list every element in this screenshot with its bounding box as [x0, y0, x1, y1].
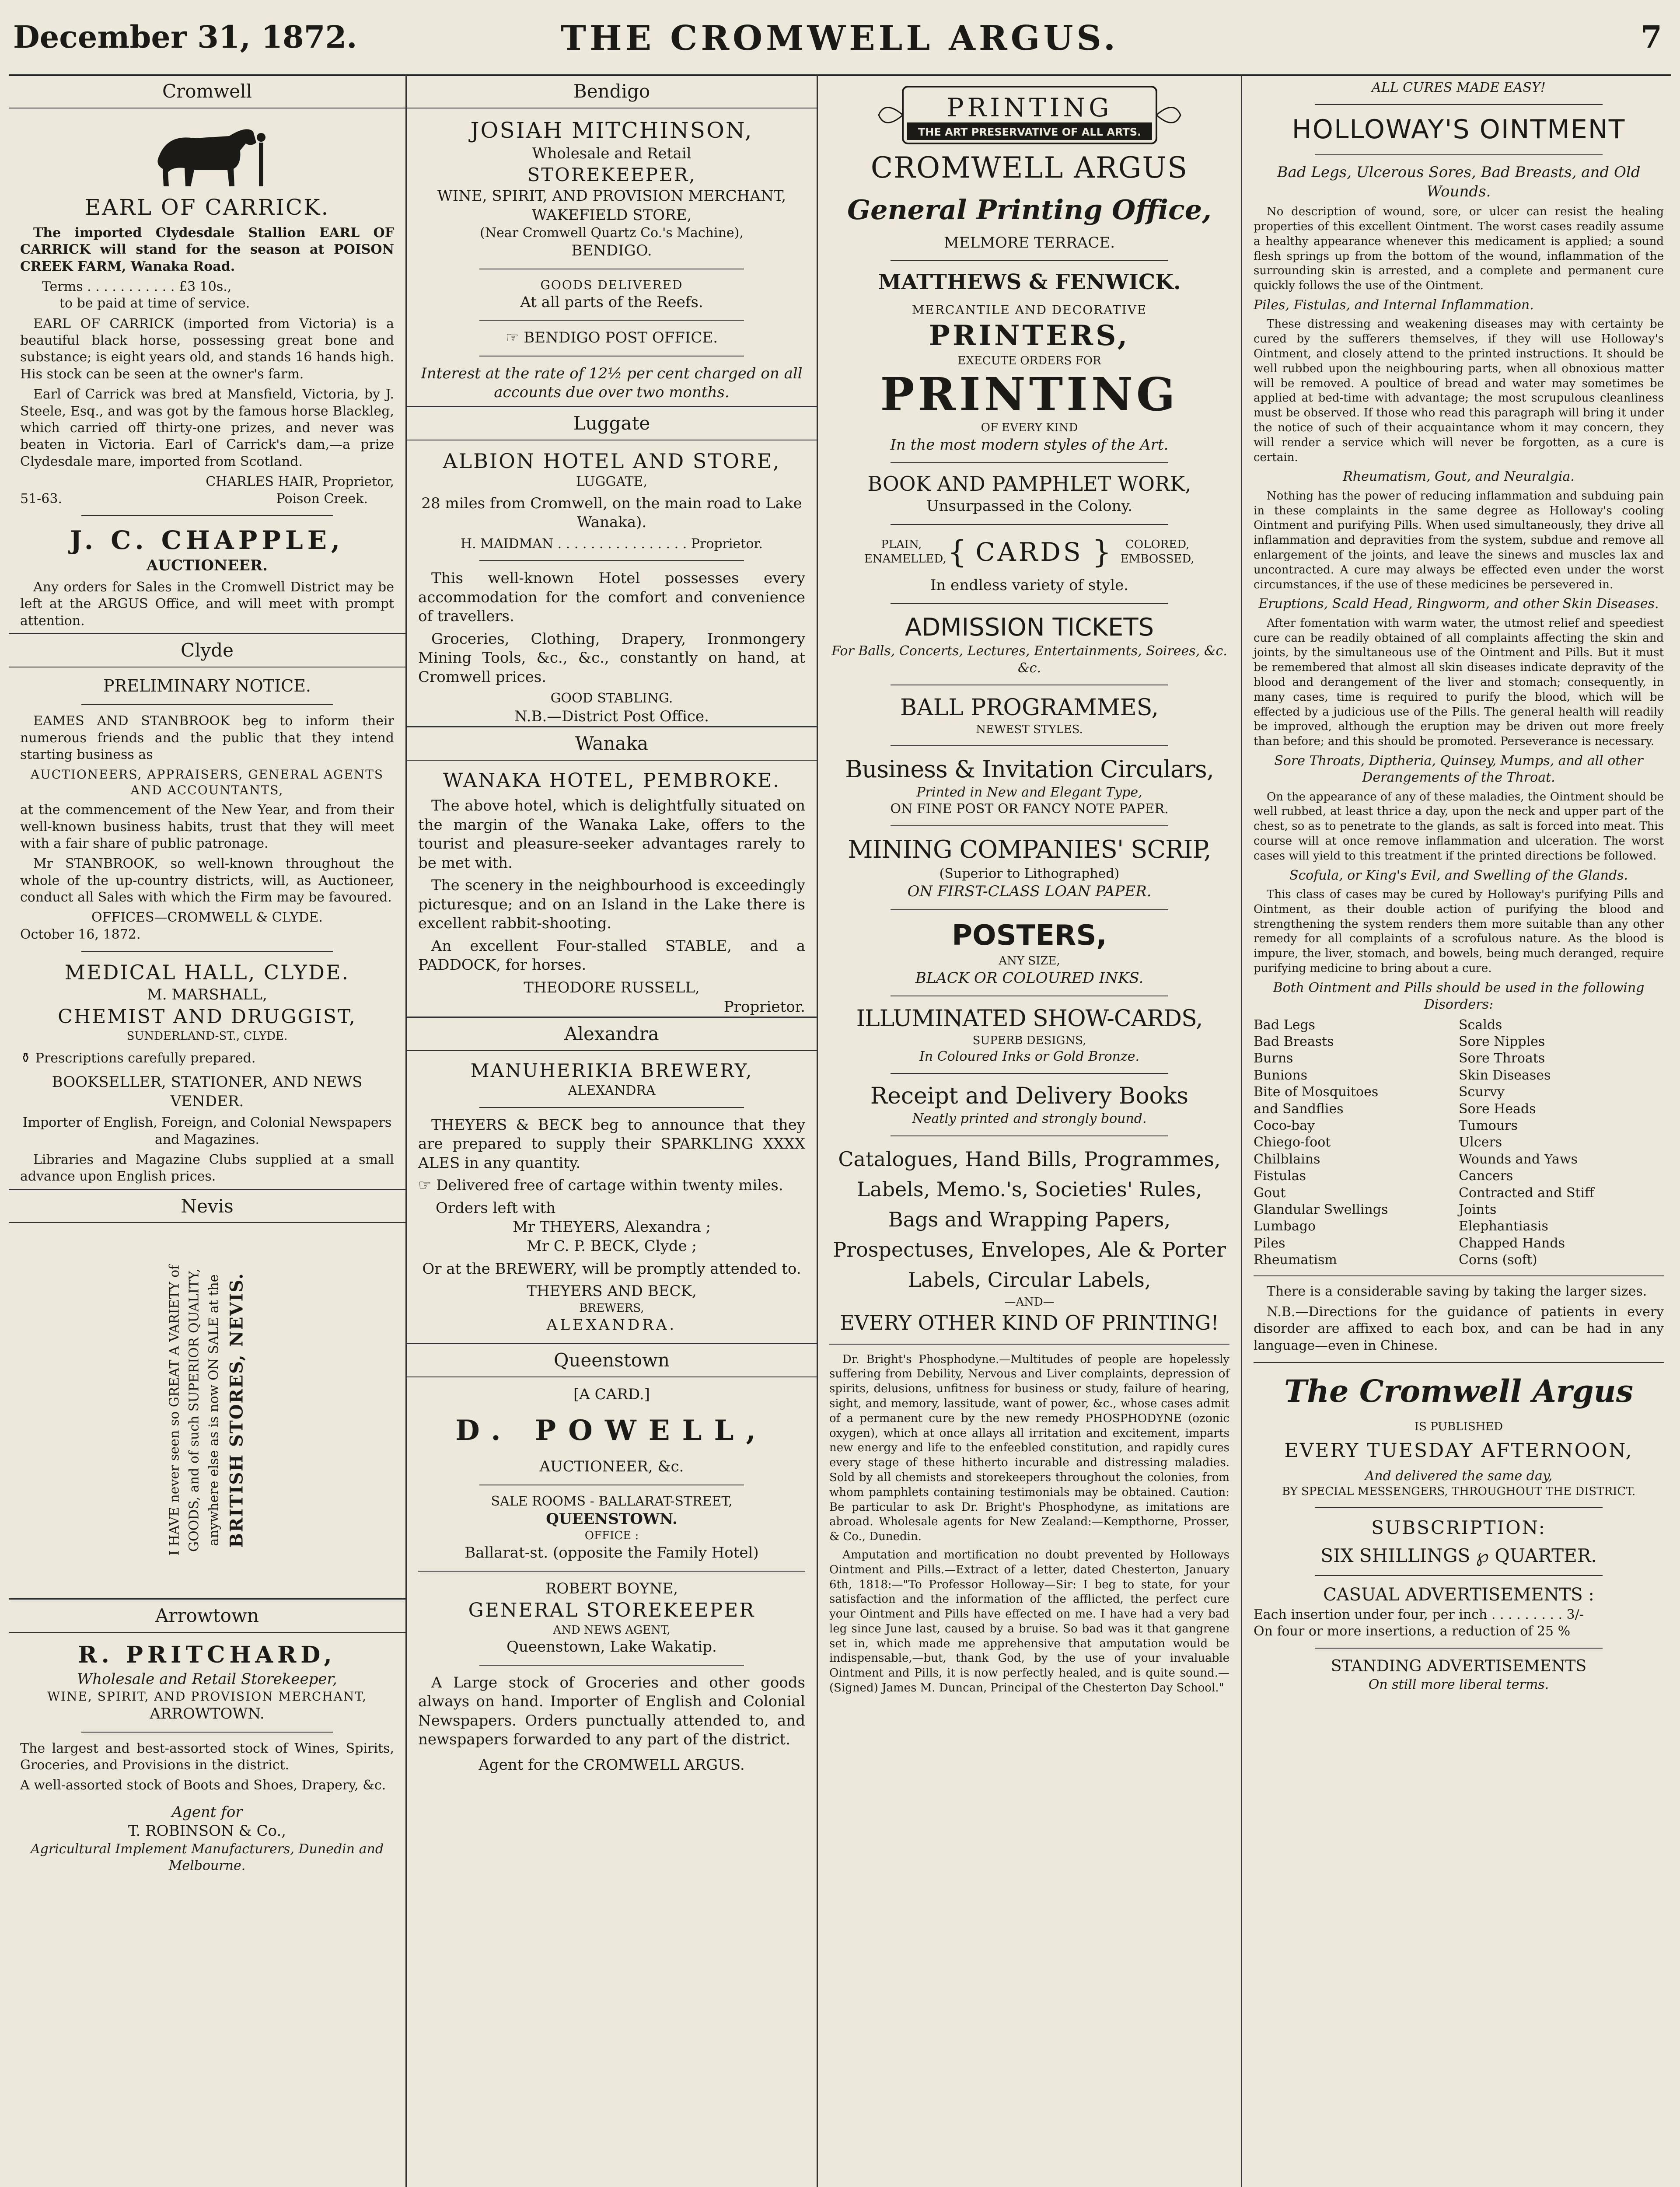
ad-text: Any orders for Sales in the Cromwell District may be left at the ARGUS Office, and will meet with prompt attention.	[20, 579, 394, 629]
ad-title: R. PRITCHARD,	[78, 1642, 336, 1669]
ad-text: ALL CURES MADE EASY!	[1372, 80, 1546, 95]
section-heading: Alexandra	[407, 1017, 817, 1051]
disorder-item: Wounds and Yaws	[1459, 1151, 1578, 1167]
disorder-item: Sore Nipples	[1459, 1034, 1545, 1049]
ad-text: And delivered the same day,	[1365, 1468, 1553, 1484]
column-4	[1242, 75, 1675, 2187]
ad-text: These distressing and weakening diseases may with certainty be cured by the sufferers themselves, if they will use Holloway's Ointment, and closely attend to the printed instructions. It should be well rubbed upon the neighbouring parts, when all obnoxious matter will be removed. A poultice of bread and water may sometimes be applied at bed-time with advantage; the most scrupulous cleanliness must be observed. If those who read this paragraph will bring it under the notice of such of their acquaintance whom it may concern, they will render a service which will never be forgotten, as a cure is certain.	[1254, 318, 1664, 464]
disorder-item: Scalds	[1459, 1017, 1502, 1033]
ad-text: ROBERT BOYNE,	[545, 1579, 678, 1597]
ad-subtitle: AUCTIONEER.	[147, 557, 268, 575]
ad-text: Catalogues, Hand Bills, Programmes, Labels, Memo.'s, Societies' Rules, Bags and Wrapping Papers, Prospectuses, Envelopes, Ale & Porter Labels, Circular Labels,	[833, 1147, 1226, 1292]
ad-title: J. C. CHAPPLE,	[70, 525, 345, 555]
ad-text: AUCTIONEERS, APPRAISERS, GENERAL AGENTS AND ACCOUNTANTS,	[30, 767, 384, 798]
ad-title: CROMWELL ARGUS	[870, 151, 1188, 185]
ad-text: WINE, SPIRIT, AND PROVISION MERCHANT,	[437, 187, 786, 205]
ad-text: Agricultural Implement Manufacturers, Dunedin and Melbourne.	[30, 1841, 384, 1874]
ad-title: BRITISH STORES, NEVIS.	[226, 1272, 247, 1548]
ad-text: PLAIN, ENAMELLED,	[864, 538, 947, 566]
ad-title: HOLLOWAY'S OINTMENT	[1292, 114, 1626, 145]
ad-number: 51-63.	[20, 491, 63, 507]
disorder-item: Chiego-foot	[1254, 1135, 1331, 1150]
disorder-item: Fistulas	[1254, 1168, 1306, 1184]
ad-text: I HAVE never seen so GREAT A VARIETY of GOODS, and of such SUPERIOR QUALITY, anywhere else as is now ON SALE at the	[167, 1265, 221, 1556]
ad-text: Mr STANBROOK, so well-known throughout the whole of the up-country districts, will, as Auctioneer, conduct all Sales with which the Firm may be favoured.	[20, 856, 394, 905]
ad-text: at the commencement of the New Year, and from their well-known business habits, trust that they will meet with a fair share of public patronage.	[20, 802, 394, 851]
ad-text: STANDING ADVERTISEMENTS	[1331, 1657, 1587, 1676]
ad-text: Terms . . . . . . . . . . . £3 10s.,	[42, 279, 232, 294]
disorder-item: Bite of Mosquitoes	[1254, 1084, 1379, 1100]
ad-title: POSTERS,	[952, 919, 1107, 952]
ad-text: ALEXANDRA.	[546, 1316, 677, 1334]
ad-text: Or at the BREWERY, will be promptly attended to.	[422, 1260, 801, 1278]
ad-text: GOOD STABLING.	[550, 691, 673, 706]
disorder-item: Chapped Hands	[1459, 1235, 1565, 1251]
ad-text: AND NEWS AGENT,	[553, 1623, 671, 1637]
ad-text: Libraries and Magazine Clubs supplied at a small advance upon English prices.	[20, 1152, 394, 1184]
ad-text: BENDIGO POST OFFICE.	[524, 329, 718, 347]
disorder-item: Ulcers	[1459, 1135, 1502, 1150]
ad-signature: THEODORE RUSSELL,	[524, 978, 700, 996]
ad-text: SIX SHILLINGS ℘ QUARTER.	[1320, 1544, 1597, 1566]
ad-text: SUPERB DESIGNS,	[972, 1034, 1086, 1047]
ad-title: The Cromwell Argus	[1284, 1373, 1634, 1410]
ad-text: Mr THEYERS, Alexandra ;	[512, 1218, 711, 1236]
ad-text: ON FINE POST OR FANCY NOTE PAPER.	[890, 801, 1169, 817]
newspaper-title: THE CROMWELL ARGUS.	[560, 18, 1119, 58]
ad-title: ADMISSION TICKETS	[905, 613, 1154, 642]
ad-signature: CHARLES HAIR, Proprietor,	[206, 474, 394, 490]
ad-text: Prescriptions carefully prepared.	[35, 1050, 256, 1066]
disorder-item: Joints	[1459, 1202, 1497, 1217]
ad-text: EXECUTE ORDERS FOR	[957, 354, 1101, 367]
ad-title: PRINTERS,	[929, 319, 1130, 352]
ad-text: ALEXANDRA	[568, 1083, 656, 1098]
disorder-item: Contracted and Stiff	[1459, 1185, 1594, 1201]
disorder-item: Bunions	[1254, 1067, 1308, 1083]
ad-text: EARL OF CARRICK (imported from Victoria) is a beautiful black horse, possessing great bone and substance; is eight years old, and stands 16 hands high. His stock can be seen at the owner's farm.	[20, 316, 394, 382]
ad-text: THEYERS & BECK beg to announce that they are prepared to supply their SPARKLING XXXX ALES in any quantity.	[418, 1116, 805, 1172]
ad-text: Orders left with	[436, 1199, 556, 1217]
disorder-item: Bad Legs	[1254, 1017, 1315, 1033]
ad-subhead: Piles, Fistulas, and Internal Inflammation.	[1254, 297, 1534, 313]
disorder-item: Elephantiasis	[1459, 1219, 1548, 1234]
ad-text: Each insertion under four, per inch . . . . . . . . . 3/-	[1254, 1607, 1584, 1622]
disorder-item: Sore Heads	[1459, 1101, 1536, 1117]
ad-text: Unsurpassed in the Colony.	[926, 497, 1133, 515]
disorder-item: Rheumatism	[1254, 1252, 1337, 1268]
ad-text: MERCANTILE AND DECORATIVE	[912, 302, 1147, 317]
section-heading: Luggate	[407, 406, 817, 440]
ad-text: BOOKSELLER, STATIONER, AND NEWS VENDER.	[52, 1073, 363, 1110]
disorder-item: and Sandflies	[1254, 1101, 1344, 1117]
ad-text: This well-known Hotel possesses every accommodation for the comfort and convenience of travellers.	[418, 569, 805, 625]
disorder-item: Lumbago	[1254, 1219, 1316, 1234]
ad-title: Business & Invitation Circulars,	[845, 755, 1214, 783]
ad-text: LUGGATE,	[576, 474, 647, 490]
ad-text: Amputation and mortification no doubt prevented by Holloways Ointment and Pills.—Extract of a letter, dated Chesterton, January 6th, 1818:—"To Professor Holloway—Sir: I beg to state, for your satisfaction and the information of the afflicted, the perfect cure your Ointment and Pills have effected on me. I have had a very bad leg since June last, caused by a bruise. So bad was it that gangrene set in, which made me apprehensive that amputation would be indispensable,—but, thank God, by the use of your invaluable Ointment and Pills, it is now perfectly healed, and is quite sound.—(Signed) James M. Duncan, Principal of the Chesterton Day School."	[829, 1548, 1229, 1695]
ad-text: BREWERS,	[579, 1301, 644, 1315]
ad-text: Ballarat-st. (opposite the Family Hotel)	[465, 1544, 759, 1562]
column-3: PRINTING THE ART PRESERVATIVE OF ALL ARTS. CROMWELL ARGUS General Printing Office, MELMORE TERRACE. MATTHEWS & FENWICK. MERCANTILE AND DECORATIVE PRINTERS, EXECUTE ORDERS FOR PRINTING OF EVERY KIND In the most modern styles of the Art. BOOK AND PAMPHLET WORK, Unsurpassed in the Colony. PLAIN, ENAMELLED, { CARDS } COLORED, EMBOSSED, In endless variety of style. ADMISSION TICKETS For Balls, Concerts, Lectures, Entertainments, Soirees, &c. &c. BALL PROGRAMMES, NEWEST STYLES. Business & Invitation Circulars, Printed in New and Elegant Type, ON FINE POST OR FANCY NOTE PAPER. MINING COMPANIES' SCRIP, (Superior to Lithographed) ON FIRST-CLASS LOAN PAPER. POSTERS, ANY SIZE, BLACK OR COLOURED INKS. ILLUMINATED SHOW-CARDS, SUPERB DESIGNS, In Coloured Inks or Gold Bronze. Receipt and Delivery Books Neatly printed and strongly bound. Catalogues, Hand Bills, Programmes, Labels, Memo.'s, Societies' Rules, Bags and Wrapping Papers, Prospectuses, Envelopes, Ale & Porter Labels, Circular Labels, —AND— EVERY OTHER KIND OF PRINTING! Dr. Bright's Phosphodyne.—Multitudes of people are hopelessly suffering from Debility, Nervous and Liver complaints, depression of spirits, delusions, unfitness for business or study, failure of hearing, sight, and memory, lassitude, want of power, &c., whose cases admit of a permanent cure by the new remedy PHOSPHODYNE (ozonic oxygen), which at once allays all irritation and excitement, imparts new energy and life to the enfeebled constitution, and rapidly cures every stage of these hitherto incurable and distressing maladies. Sold by all chemists and storekeepers throughout the colonies, from whom pamphlets containing testimonials may be obtained. Caution: Be particular to ask Dr. Bright's Phosphodyne, as imitations are abroad. Wholesale agents for New Zealand:—Kempthorne, Prosser, & Co., Dunedin. Amputation and mortification no doubt prevented by Holloways Ointment and Pills.—Extract of a letter, dated Chesterton, January 6th, 1818:—"To Professor Holloway—Sir: I beg to state, for your satisfaction and the information of the afflicted, the perfect cure your Ointment and Pills have effected on me. I have had a very bad leg since June last, caused by a bruise. So bad was it that gangrene set in, which made me apprehensive that amputation would be indispensable,—but, thank God, by the use of your invaluable Ointment and Pills, it is now perfectly healed, and is quite sound.—(Signed) James M. Duncan, Principal of the Chesterton Day School."	[818, 75, 1242, 2187]
ad-text: BY SPECIAL MESSENGERS, THROUGHOUT THE DISTRICT.	[1282, 1485, 1636, 1499]
ad-text: The imported Clydesdale Stallion EARL OF CARRICK will stand for the season at POISON CREEK FARM, Wanaka Road.	[20, 225, 394, 274]
ad-text: For Balls, Concerts, Lectures, Entertainments, Soirees, &c. &c.	[831, 643, 1227, 676]
mortar-icon: ⚱	[20, 1050, 31, 1066]
disorder-item: Tumours	[1459, 1118, 1518, 1133]
ad-title: ALBION HOTEL AND STORE,	[443, 449, 781, 473]
ad-title: EVERY OTHER KIND OF PRINTING!	[840, 1310, 1219, 1335]
disorder-item: Corns (soft)	[1459, 1252, 1537, 1268]
ad-title: BALL PROGRAMMES,	[900, 695, 1159, 721]
ad-text: EAMES AND STANBROOK beg to inform their numerous friends and the public that they intend starting business as	[20, 713, 394, 763]
ad-text: Interest at the rate of 12½ per cent charged on all accounts due over two months.	[421, 364, 803, 402]
ad-text: In the most modern styles of the Art.	[890, 436, 1169, 454]
disorder-item: Cancers	[1459, 1168, 1513, 1184]
ad-text: This class of cases may be cured by Holloway's purifying Pills and Ointment, as their double action of purifying the blood and strengthening the system renders them more suitable than any other remedy for all complaints of a scrofulous nature. As the blood is impure, the liver, stomach, and bowels, being much deranged, require purifying medicine to bring about a cure.	[1254, 888, 1664, 975]
ad-text: At all parts of the Reefs.	[520, 293, 703, 311]
ad-title: BOOK AND PAMPHLET WORK,	[867, 472, 1191, 496]
masthead	[9, 0, 1671, 76]
ad-title: Receipt and Delivery Books	[870, 1083, 1189, 1109]
ad-text: Nothing has the power of reducing inflammation and subduing pain in these complaints in the same degree as Holloway's cooling Ointment and purifying Pills. When used simultaneously, they drive all inflammation and depravities from the system, subdue and remove all enlargement of the joints, and leave the sinews and muscles lax and uncontracted. A cure may always be effected even under the worst circumstances, if the use of these medicines be persevered in.	[1254, 489, 1664, 591]
ad-subhead: Scofula, or King's Evil, and Swelling of the Glands.	[1289, 867, 1628, 883]
ad-place: Poison Creek.	[276, 491, 368, 507]
ad-text: SALE ROOMS - BALLARAT-STREET,	[491, 1493, 733, 1509]
ad-text: H. MAIDMAN . . . . . . . . . . . . . . . . Proprietor.	[460, 536, 763, 552]
ad-text: On the appearance of any of these maladies, the Ointment should be well rubbed, at least thrice a day, upon the neck and upper part of the chest, so as to penetrate to the glands, as salt is forced into meat. This course will at once remove inflammation and ulceration. The worst cases will yield to this treatment if the printed directions be followed.	[1254, 790, 1664, 863]
section-heading: Queenstown	[407, 1343, 817, 1377]
ad-text: WAKEFIELD STORE,	[531, 206, 692, 224]
ad-text: Dr. Bright's Phosphodyne.—Multitudes of people are hopelessly suffering from Debility, Nervous and Liver complaints, depression of spirits, delusions, unfitness for business or study, failure of hearing, sight, and memory, lassitude, want of power, &c., whose cases admit of a permanent cure by the new remedy PHOSPHODYNE (ozonic oxygen), which at once allays all irritation and excitement, imparts new energy and life to the enfeebled constitution, and rapidly cures every stage of these hitherto incurable and distressing maladies. Sold by all chemists and storekeepers throughout the colonies, from whom pamphlets containing testimonials may be obtained. Caution: Be particular to ask Dr. Bright's Phosphodyne, as imitations are abroad. Wholesale agents for New Zealand:—Kempthorne, Prosser, & Co., Dunedin.	[829, 1352, 1229, 1544]
ad-title: CARDS	[975, 537, 1083, 567]
ad-text: IS PUBLISHED	[1414, 1420, 1503, 1433]
ad-text: The scenery in the neighbourhood is exceedingly picturesque; and on an Island in the Lake there is excellent rabbit-shooting.	[418, 877, 805, 933]
ad-text: A well-assorted stock of Boots and Shoes, Drapery, &c.	[20, 1778, 386, 1793]
printing-banner-ornament	[877, 82, 1183, 148]
issue-date: December 31, 1872.	[13, 19, 357, 55]
ad-title: D. POWELL,	[455, 1414, 768, 1447]
ad-text: Agent for the CROMWELL ARGUS.	[479, 1756, 745, 1774]
ad-text: N.B.—District Post Office.	[514, 707, 709, 725]
disorder-item: Gout	[1254, 1185, 1286, 1201]
ad-text: Wholesale and Retail	[532, 144, 692, 162]
ad-text: to be paid at time of service.	[59, 296, 250, 311]
pointing-hand-icon: ☞	[418, 1177, 432, 1195]
ad-text: 28 miles from Cromwell, on the main road to Lake Wanaka).	[421, 494, 802, 531]
ad-date: October 16, 1872.	[20, 926, 141, 942]
ad-title: JOSIAH MITCHINSON,	[470, 117, 753, 143]
horse-icon	[142, 116, 273, 191]
disorder-item: Scurvy	[1459, 1084, 1505, 1100]
printing-banner-motto: THE ART PRESERVATIVE OF ALL ARTS.	[918, 126, 1141, 138]
disorder-item: Chilblains	[1254, 1151, 1320, 1167]
ad-text: CHEMIST AND DRUGGIST,	[58, 1005, 356, 1028]
printing-banner-title: PRINTING	[946, 93, 1113, 122]
ad-subhead: Rheumatism, Gout, and Neuralgia.	[1343, 469, 1575, 485]
ad-text: The above hotel, which is delightfully situated on the margin of the Wanaka Lake, offers to the tourist and pleasure-seeker advantages rarely to be met with.	[418, 797, 805, 872]
ad-text: OFFICE :	[584, 1529, 639, 1543]
ad-text: Delivered free of cartage within twenty miles.	[436, 1177, 783, 1195]
ad-text: WINE, SPIRIT, AND PROVISION MERCHANT,	[47, 1689, 367, 1704]
ad-text: (Superior to Lithographed)	[939, 866, 1120, 882]
ad-text: GOODS DELIVERED	[540, 277, 683, 292]
ad-text: No description of wound, sore, or ulcer can resist the healing properties of this excellent Ointment. The worst cases readily assume a healthy appearance whenever this medicament is applied; a sound flesh springs up from the bottom of the wound, inflammation of the surrounding skin is arrested, and a complete and permanent cure quickly follows the use of the Ointment.	[1254, 205, 1664, 293]
ad-text: On four or more insertions, a reduction of 25 %	[1254, 1624, 1571, 1639]
disorder-item: Burns	[1254, 1051, 1293, 1066]
ad-text: ARROWTOWN.	[150, 1705, 265, 1723]
section-heading: Arrowtown	[9, 1598, 405, 1633]
ad-title: MATTHEWS & FENWICK.	[878, 270, 1181, 295]
ad-text: STOREKEEPER,	[527, 164, 696, 186]
ad-text: QUEENSTOWN.	[546, 1510, 678, 1528]
ad-text: T. ROBINSON & Co.,	[128, 1822, 286, 1840]
ad-text: Mr C. P. BECK, Clyde ;	[527, 1237, 697, 1255]
ad-text: —AND—	[1004, 1295, 1055, 1309]
ad-text: After fomentation with warm water, the utmost relief and speediest cure can be readily obtained of all complaints affecting the skin and joints, by the simultaneous use of the Ointment and Pills. But it must be remembered that almost all skin diseases indicate depravity of the blood and derangement of the liver and stomach; consequently, in many cases, time is required to purify the blood, which will be effected by a judicious use of the Pills. The general health will readily be improved, although the eruption may be driven out more freely than before; and this should be promoted. Perseverance is necessary.	[1254, 616, 1664, 748]
disorder-item: Coco-bay	[1254, 1118, 1315, 1133]
ad-text: COLORED, EMBOSSED,	[1120, 538, 1195, 566]
ad-text: Neatly printed and strongly bound.	[912, 1111, 1147, 1127]
ad-text: A Large stock of Groceries and other goods always on hand. Importer of English and Colonial Newspapers. Orders punctually attended to, and newspapers forwarded to any part of the district.	[418, 1673, 805, 1749]
ad-signature: Proprietor.	[723, 998, 805, 1016]
column-2	[407, 75, 818, 2187]
column-1	[9, 75, 407, 2187]
ad-text: ON FIRST-CLASS LOAN PAPER.	[907, 883, 1152, 901]
ad-text: In Coloured Inks or Gold Bronze.	[919, 1048, 1139, 1064]
ad-text: On still more liberal terms.	[1368, 1677, 1549, 1693]
ad-text: There is a considerable saving by taking the larger sizes.	[1267, 1284, 1647, 1300]
ad-title: PRELIMINARY NOTICE.	[103, 676, 311, 695]
ad-text: ANY SIZE,	[999, 954, 1060, 968]
ad-subhead: Both Ointment and Pills should be used in the following Disorders:	[1273, 980, 1645, 1013]
ad-subtitle: Wholesale and Retail Storekeeper,	[77, 1670, 337, 1688]
ad-subtitle: AUCTIONEER, &c.	[539, 1458, 684, 1476]
ad-text: BLACK OR COLOURED INKS.	[915, 969, 1144, 987]
disorder-item: Sore Throats	[1459, 1051, 1545, 1066]
ad-subhead: Eruptions, Scald Head, Ringworm, and other Skin Diseases.	[1258, 596, 1659, 612]
section-heading: Wanaka	[407, 726, 817, 761]
section-heading: Cromwell	[9, 75, 405, 108]
pointing-hand-icon: ☞	[505, 329, 519, 347]
ad-text: CASUAL ADVERTISEMENTS :	[1323, 1585, 1594, 1605]
ad-text: BENDIGO.	[571, 242, 652, 260]
ad-text: Groceries, Clothing, Drapery, Ironmongery Mining Tools, &c., &c., constantly on hand, at Cromwell prices.	[418, 630, 805, 686]
ad-text: Earl of Carrick was bred at Mansfield, Victoria, by J. Steele, Esq., and was got by the famous horse Blackleg, which carried off thirty-one prizes, and never was beaten in Victoria. Earl of Carrick's dam,—a prize Clydesdale mare, imported from Scotland.	[20, 387, 394, 469]
printing-headline: PRINTING	[880, 367, 1179, 422]
ad-text: Agent for	[171, 1803, 243, 1821]
ad-title: EARL OF CARRICK.	[84, 194, 330, 220]
ad-subhead: Bad Legs, Ulcerous Sores, Bad Breasts, and Old Wounds.	[1277, 164, 1641, 200]
ad-text: (Near Cromwell Quartz Co.'s Machine),	[480, 225, 744, 241]
disorders-right-list	[1459, 1017, 1664, 1269]
ad-text: OFFICES—CROMWELL & CLYDE.	[91, 910, 323, 926]
ad-text: SUBSCRIPTION:	[1371, 1516, 1546, 1538]
disorder-item: Piles	[1254, 1235, 1285, 1251]
ad-text: Importer of English, Foreign, and Colonial Newspapers and Magazines.	[22, 1115, 392, 1147]
ad-title: MANUHERIKIA BREWERY,	[470, 1059, 753, 1081]
ad-text: N.B.—Directions for the guidance of patients in every disorder are affixed to each box, and can be had in any language—even in Chinese.	[1254, 1304, 1664, 1353]
ad-text: In endless variety of style.	[930, 576, 1128, 594]
section-heading: Bendigo	[407, 75, 817, 108]
ad-text: [A CARD.]	[573, 1385, 650, 1403]
disorders-left-list	[1254, 1017, 1459, 1269]
disorder-item: Glandular Swellings	[1254, 1202, 1388, 1217]
ad-signature: THEYERS AND BECK,	[527, 1282, 697, 1300]
ad-title: ILLUMINATED SHOW-CARDS,	[856, 1006, 1203, 1032]
ad-text: The largest and best-assorted stock of Wines, Spirits, Groceries, and Provisions in the district.	[20, 1740, 394, 1773]
ad-text: OF EVERY KIND	[981, 421, 1078, 434]
ad-text: Queenstown, Lake Wakatip.	[506, 1638, 717, 1656]
ad-text: SUNDERLAND-ST., CLYDE.	[126, 1029, 288, 1043]
ad-text: MELMORE TERRACE.	[943, 234, 1115, 252]
ad-text: Printed in New and Elegant Type,	[916, 784, 1142, 800]
page-number: 7	[1641, 19, 1662, 55]
ad-title: MEDICAL HALL, CLYDE.	[64, 961, 350, 985]
ad-text: M. MARSHALL,	[147, 986, 267, 1004]
ad-text: EVERY TUESDAY AFTERNOON,	[1284, 1439, 1633, 1462]
disorder-item: Bad Breasts	[1254, 1034, 1334, 1049]
ad-title: MINING COMPANIES' SCRIP,	[848, 835, 1211, 864]
ad-title: GENERAL STOREKEEPER	[468, 1599, 755, 1622]
ad-title: General Printing Office,	[847, 194, 1212, 226]
section-heading: Clyde	[9, 633, 405, 667]
ad-text: An excellent Four-stalled STABLE, and a PADDOCK, for horses.	[418, 937, 805, 974]
disorder-item: Skin Diseases	[1459, 1067, 1551, 1083]
ad-subhead: Sore Throats, Diptheria, Quinsey, Mumps, and all other Derangements of the Throat.	[1274, 753, 1643, 786]
ad-text: NEWEST STYLES.	[976, 723, 1083, 736]
section-heading: Nevis	[9, 1189, 405, 1223]
ad-title: WANAKA HOTEL, PEMBROKE.	[443, 769, 781, 792]
